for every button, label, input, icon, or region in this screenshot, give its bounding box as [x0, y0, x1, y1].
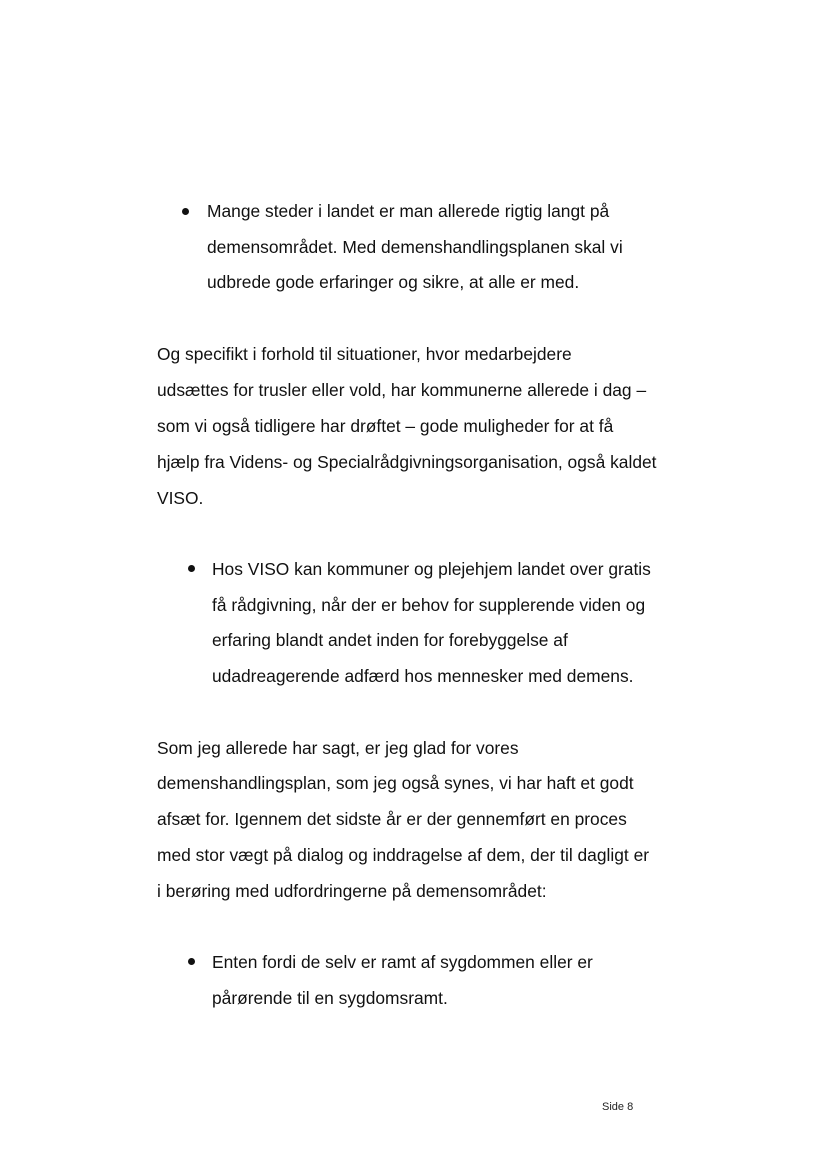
paragraph-1-line-3: som vi også tidligere har drøftet – gode muligheder for at få — [157, 416, 614, 436]
bullet-2-line-3: erfaring blandt andet inden for forebyggelse af — [212, 630, 568, 650]
paragraph-2-line-1: Som jeg allerede har sagt, er jeg glad for vores — [157, 738, 519, 758]
paragraph-1-line-2: udsættes for trusler eller vold, har kommunerne allerede i dag – — [157, 380, 647, 400]
bullet-2-line-2: få rådgivning, når der er behov for supplerende viden og — [212, 595, 646, 615]
paragraph-2-line-2: demenshandlingsplan, som jeg også synes, vi har haft et godt — [157, 773, 634, 793]
paragraph-1-line-1: Og specifikt i forhold til situationer, hvor medarbejdere — [157, 344, 572, 364]
bullet-marker-2 — [188, 565, 195, 572]
bullet-marker-3 — [188, 958, 195, 965]
bullet-2-line-4: udadreagerende adfærd hos mennesker med demens. — [212, 666, 634, 686]
bullet-1-line-2: demensområdet. Med demenshandlingsplanen skal vi — [207, 237, 623, 257]
bullet-3-line-2: pårørende til en sygdomsramt. — [212, 988, 448, 1008]
bullet-marker-1 — [182, 208, 189, 215]
paragraph-2-line-5: i berøring med udfordringerne på demensområdet: — [157, 881, 547, 901]
bullet-3-line-1: Enten fordi de selv er ramt af sygdommen eller er — [212, 952, 593, 972]
paragraph-2-line-4: med stor vægt på dialog og inddragelse af dem, der til dagligt er — [157, 845, 650, 865]
paragraph-1-line-4: hjælp fra Videns- og Specialrådgivningsorganisation, også kaldet — [157, 452, 657, 472]
page-number: Side 8 — [602, 1101, 634, 1113]
bullet-1-line-1: Mange steder i landet er man allerede rigtig langt på — [207, 201, 610, 221]
paragraph-1-line-5: VISO. — [157, 488, 204, 508]
bullet-1-line-3: udbrede gode erfaringer og sikre, at alle er med. — [207, 272, 580, 292]
bullet-2-line-1: Hos VISO kan kommuner og plejehjem landet over gratis — [212, 559, 651, 579]
paragraph-2-line-3: afsæt for. Igennem det sidste år er der gennemført en proces — [157, 809, 627, 829]
